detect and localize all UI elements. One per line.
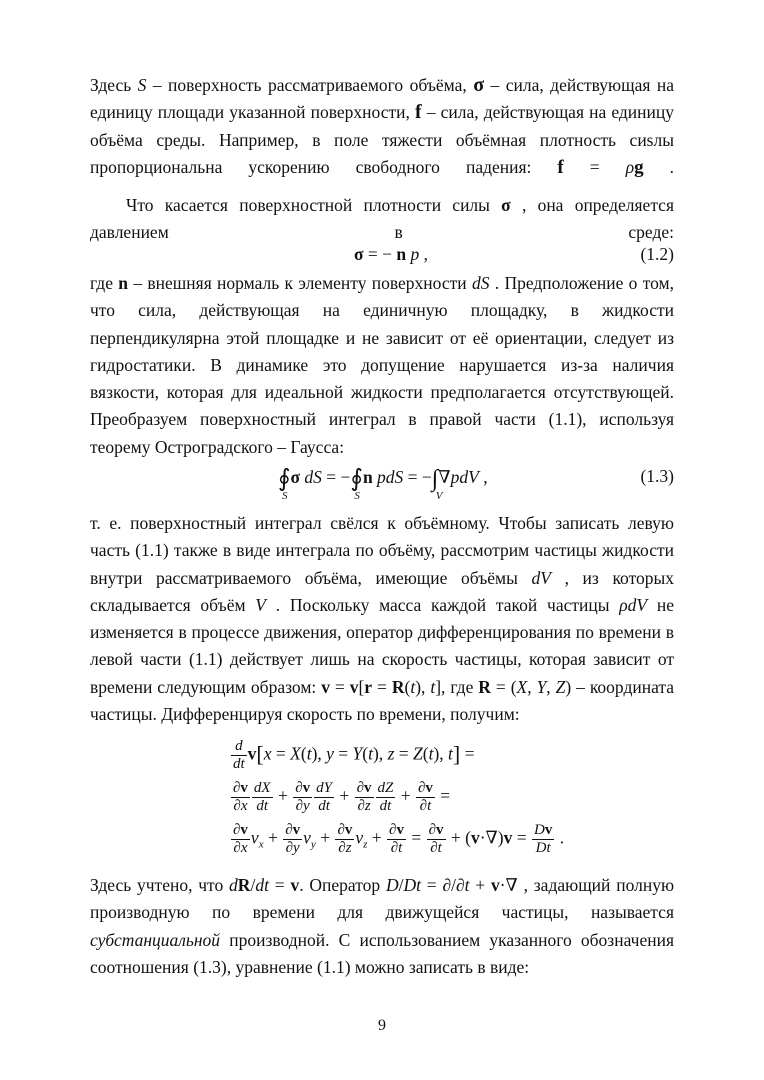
equation-derivative-line-3: $\frac{\partial v}{\partial x}$ $v_x$ + $\frac{\partial v}{\partial y}$ $v_y$ + $\frac{\partial v}{\partial z}$ $v_z$ + $\frac{\partial v}{\partial t}$ = $\frac{\partial v}{\partial t}$ + (v·∇)v = $\frac{Dv}{Dt}$ . <box>233 822 565 856</box>
paragraph-2: Что касается поверхностной плотности силы σ , она определяется давлением в среде: <box>90 195 674 243</box>
equation-1-2: σ = − n p , <box>354 244 429 264</box>
paragraph-1: Здесь S – поверхность рассматриваемого объёма, σ – сила, действующая на единицу площади указанной поверхности, f – сила, действующая на единицу объёма среды. Например, в поле тяжести объёмная плотность сиsлы пропорциональна ускорению свободного падения: f = ρg . <box>90 74 675 178</box>
paragraph-4: т. е. поверхностный интеграл свёлся к объёмному. Чтобы записать левую часть (1.1) также в виде интеграла по объёму, рассмотрим частицы жидкости внутри рассматриваемого объёма, имеющие объёмы dV , из которых складывается объём V . Поскольку масса каждой такой частицы ρdV не изменяется в процессе движения, оператор дифференцирования по времени в левой части (1.1) действует лишь на скорость частицы, которая зависит от времени следующим образом: v = v[r = R(t), t], где R = (X, Y, Z) – координата частицы. Дифференцируя скорость по времени, получим: <box>90 513 675 725</box>
page-number: 9 <box>378 1017 386 1034</box>
paragraph-5: Здесь учтено, что dR/dt = v. Оператор D/Dt = ∂/∂t + v·∇ , задающий полную производную по времени для движущейся частицы, называется субстанциальной производной. С использованием указанного обозначения соотношения (1.3), уравнение (1.1) можно записать в виде: <box>90 875 675 977</box>
equation-label-1-2: (1.2) <box>640 244 674 264</box>
equation-derivative-line-1: $\frac{d}{dt}$ v[x = X(t), y = Y(t), z = Z(t), t] = <box>233 738 475 772</box>
equation-derivative-line-2: $\frac{\partial v}{\partial x}$ $\frac{dX}{dt}$ + $\frac{\partial v}{\partial y}$ $\frac{dY}{dt}$ + $\frac{\partial v}{\partial z}$ $\frac{dZ}{dt}$ + $\frac{\partial v}{\partial t}$ = <box>233 780 451 814</box>
paragraph-3: где n – внешняя нормаль к элементу поверхности dS . Предположение о том, что сила, действующая на единичную площадку, в жидкости перпендикулярна этой площадке и не зависит от её ориентации, следует из гидростатики. В динамике это допущение нарушается из-за наличия вязкости, которая для идеальной жидкости предполагается отсутствующей. Преобразуем поверхностный интеграл в правой части (1.1), используя теорему Остроградского – Гаусса: <box>90 273 674 457</box>
equation-1-3: ∮ S σ dS = −∮ S n pdS = −∫ V ∇pdV , <box>278 466 488 502</box>
equation-label-1-3: (1.3) <box>640 466 674 486</box>
